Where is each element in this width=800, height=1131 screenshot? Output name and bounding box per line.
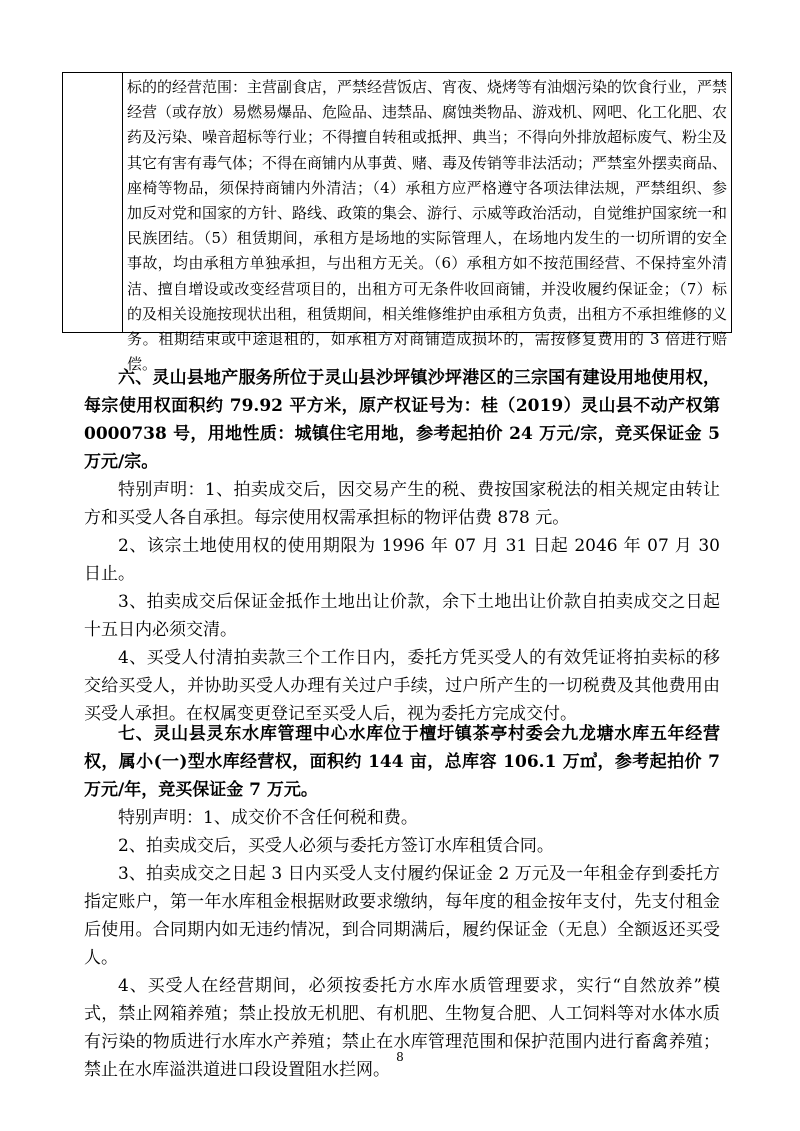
section-7-paragraph: 特别声明：1、成交价不含任何税和费。 bbox=[118, 808, 418, 828]
page-number: 8 bbox=[396, 1050, 404, 1064]
section-6-paragraph: 特别声明：1、拍卖成交后，因交易产生的税、费按国家税法的相关规定由转让方和买受人各自承担。每宗使用权需承担标的物评估费 878 元。 bbox=[84, 480, 720, 528]
section-7 bbox=[84, 720, 720, 1084]
section-6 bbox=[84, 364, 720, 728]
table-cell-text: 标的的经营范围：主营副食店，严禁经营饭店、宵夜、烧烤等有油烟污染的饮食行业，严禁经营（或存放）易燃易爆品、危险品、违禁品、腐蚀类物品、游戏机、网吧、化工化肥、农药及污染、噪音超标等行业；不得擅自转租或抵押、典当；不得向外排放超标废气、粉尘及其它有害有毒气体；不得在商铺内从事黄、赌、毒及传销等非法活动；严禁室外摆卖商品、座椅等物品，须保持商铺内外清洁；（4）承租方应严格遵守各项法律法规，严禁组织、参加反对党和国家的方针、路线、政策的集会、游行、示威等政治活动，自觉维护国家统一和民族团结。（5）租赁期间，承租方是场地的实际管理人，在场地内发生的一切所谓的安全事故，均由承租方单独承担，与出租方无关。（6）承租方如不按范围经营、不保持室外清洁、擅自增设或改变经营项目的，出租方可无条件收回商铺，并没收履约保证金；（7）标的及相关设施按现状出租，租赁期间，相关维修维护由承租方负责，出租方不承担维修的义务。租期结束或中途退租的，如承租方对商铺造成损坏的，需按修复费用的 3 倍进行赔偿。 bbox=[127, 78, 728, 374]
section-7-paragraph: 4、买受人在经营期间，必须按委托方水库水质管理要求，实行“自然放养”模式，禁止网箱养殖；禁止投放无机肥、有机肥、生物复合肥、人工饲料等对水体水质有污染的物质进行水库水产养殖；禁止在水库管理范围和保护范围内进行畜禽养殖；禁止在水库溢洪道进口段设置阻水拦网。 bbox=[84, 976, 720, 1080]
section-6-paragraph: 4、买受人付清拍卖款三个工作日内，委托方凭买受人的有效凭证将拍卖标的移交给买受人，并协助买受人办理有关过户手续，过户所产生的一切税费及其他费用由买受人承担。在权属变更登记至买受人后，视为委托方完成交付。 bbox=[84, 648, 720, 724]
section-6-paragraph: 2、该宗土地使用权的使用期限为 1996 年 07 月 31 日起 2046 年 07 月 30 日止。 bbox=[84, 536, 720, 584]
table-column-divider bbox=[122, 73, 123, 332]
section-7-paragraph: 2、拍卖成交后，买受人必须与委托方签订水库租赁合同。 bbox=[118, 836, 554, 856]
section-6-paragraph: 3、拍卖成交后保证金抵作土地出让价款，余下土地出让价款自拍卖成交之日起十五日内必须交清。 bbox=[84, 592, 720, 640]
section-7-paragraph: 3、拍卖成交之日起 3 日内买受人支付履约保证金 2 万元及一年租金存到委托方指定账户，第一年水库租金根据财政要求缴纳，每年度的租金按年支付，先支付租金后使用。合同期内如无违约情况，到合同期满后，履约保证金（无息）全额返还买受人。 bbox=[84, 864, 720, 968]
section-7-heading: 七、灵山县灵东水库管理中心水库位于檀圩镇茶亭村委会九龙塘水库五年经营权，属小(一)型水库经营权，面积约 144 亩，总库容 106.1 万㎥，参考起拍价 7 万元/年，竞买保证金 7 万元。 bbox=[84, 724, 720, 800]
table-continuation bbox=[62, 72, 732, 374]
section-6-heading: 六、灵山县地产服务所位于灵山县沙坪镇沙坪港区的三宗国有建设用地使用权，每宗使用权面积约 79.92 平方米，原产权证号为：桂（2019）灵山县不动产权第 0000738 号，用地性质：城镇住宅用地，参考起拍价 24 万元/宗，竞买保证金 5 万元/宗。 bbox=[84, 368, 720, 472]
